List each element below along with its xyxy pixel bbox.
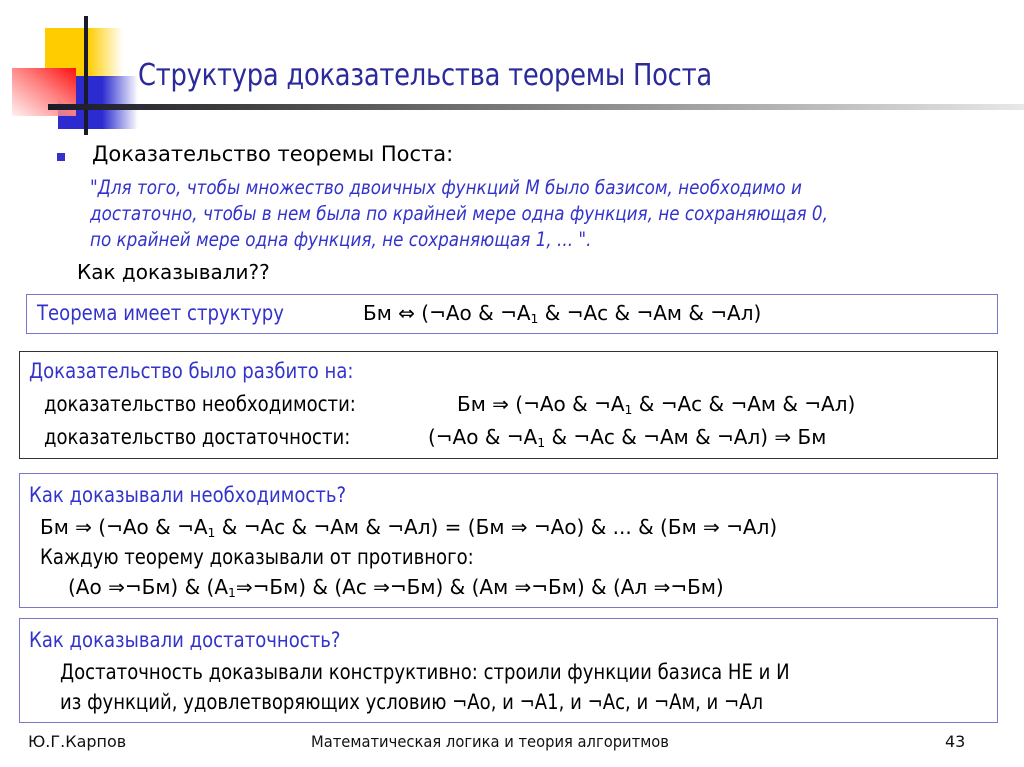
- formula-subscript: 1: [537, 435, 546, 451]
- quote-line-1: "Для того, чтобы множество двоичных функций М было базисом, необходимо и: [90, 176, 802, 199]
- necessity-formula: [457, 391, 855, 423]
- structure-label: Теорема имеет структуру: [37, 301, 284, 325]
- split-heading: Доказательство было разбито на:: [29, 359, 354, 383]
- formula-part: & ¬Ас & ¬Ам & ¬Ал) ⇒ Бм: [545, 425, 827, 449]
- necessity-box: [19, 473, 998, 608]
- formula-part: (Ао ⇒¬Бм) & (А: [68, 575, 228, 599]
- sufficiency-line-1: Достаточность доказывали конструктивно: строили функции базиса НЕ и И: [60, 660, 790, 684]
- sufficiency-formula: [428, 424, 826, 456]
- formula-subscript: 1: [207, 525, 216, 541]
- quote-line-3: по крайней мере одна функция, не сохраняющая 1, ... ".: [90, 228, 592, 251]
- footer-course: Математическая логика и теория алгоритмов: [311, 732, 669, 751]
- formula-subscript: 1: [624, 402, 633, 418]
- quote-line-2: достаточно, чтобы в нем была по крайней мере одна функция, не сохраняющая 0,: [90, 202, 828, 225]
- sufficiency-box: [19, 618, 998, 723]
- proof-split-box: [19, 351, 998, 459]
- page-number: 43: [945, 732, 966, 751]
- formula-subscript: 1: [228, 585, 236, 601]
- necessity-label: доказательство необходимости:: [44, 392, 356, 416]
- slide-title: Структура доказательства теоремы Поста: [138, 58, 712, 93]
- formula-part: Бм ⇒ (¬Ао & ¬А: [40, 515, 208, 539]
- theorem-quote: [90, 175, 864, 253]
- bullet-square-icon: [57, 153, 65, 161]
- formula-part: & ¬Ас & ¬Ам & ¬Ал): [632, 392, 856, 416]
- structure-box: [26, 294, 998, 334]
- contradiction-text: Каждую теорему доказывали от противного:: [40, 545, 474, 569]
- decorative-logo: [0, 0, 140, 140]
- sufficiency-heading: Как доказывали достаточность?: [29, 628, 341, 652]
- bullet-text: Доказательство теоремы Поста:: [92, 142, 454, 166]
- footer-author: Ю.Г.Карпов: [28, 732, 127, 751]
- title-underline: [48, 104, 1024, 110]
- necessity-decomposition: [40, 514, 777, 546]
- structure-formula: [363, 300, 761, 332]
- formula-part: ⇒¬Бм) & (Ас ⇒¬Бм) & (Ам ⇒¬Бм) & (Ал ⇒¬Бм): [235, 575, 724, 599]
- sufficiency-label: доказательство достаточности:: [44, 425, 351, 449]
- necessity-heading: Как доказывали необходимость?: [29, 483, 347, 507]
- question-text: Как доказывали??: [77, 260, 270, 284]
- formula-part: (¬Ао & ¬А: [428, 425, 538, 449]
- contradiction-formula: [68, 574, 724, 606]
- formula-part: & ¬Ас & ¬Ам & ¬Ал): [538, 301, 762, 325]
- formula-part: Бм ⇔ (¬Ао & ¬А: [363, 301, 531, 325]
- logo-vertical-line: [84, 16, 88, 135]
- formula-subscript: 1: [530, 311, 539, 327]
- sufficiency-line-2: из функций, удовлетворяющих условию ¬Ао, и ¬А1, и ¬Ас, и ¬Ам, и ¬Ал: [60, 690, 764, 714]
- formula-part: Бм ⇒ (¬Ао & ¬А: [457, 392, 625, 416]
- formula-part: & ¬Ас & ¬Ам & ¬Ал) = (Бм ⇒ ¬Ао) & ... & (Бм ⇒ ¬Ал): [215, 515, 778, 539]
